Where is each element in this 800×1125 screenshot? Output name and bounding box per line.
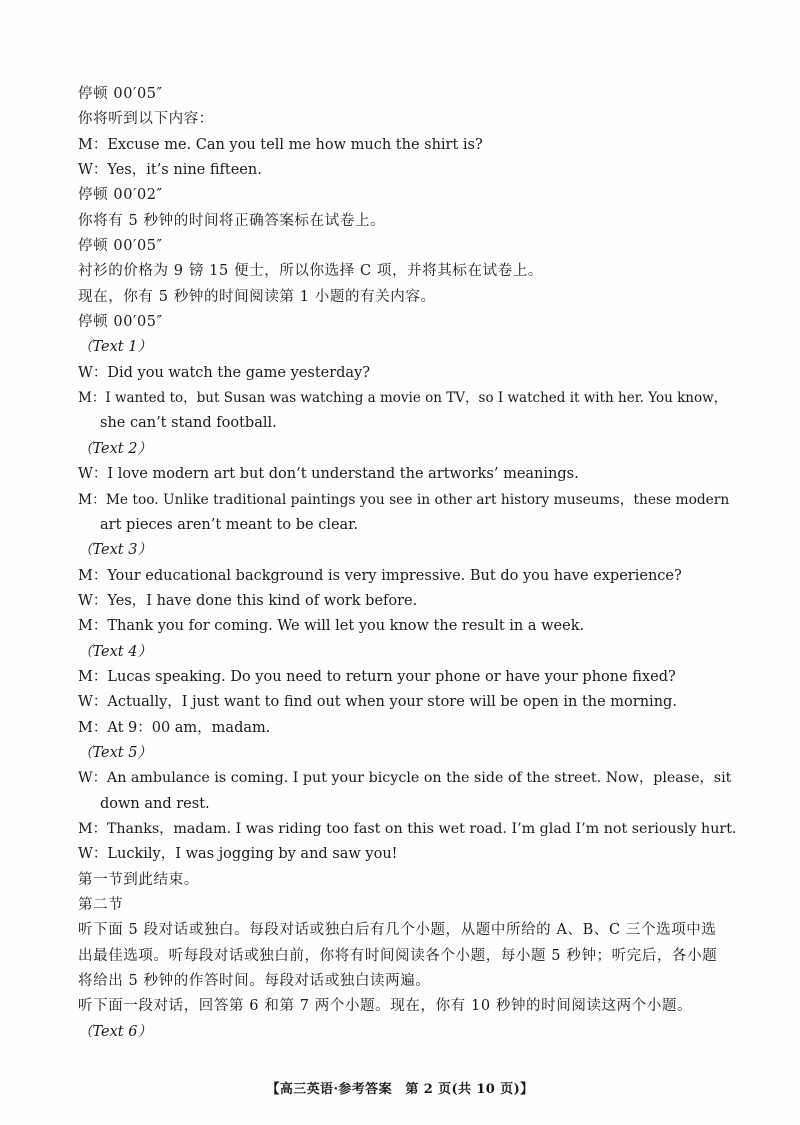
dialogue-line: M：Thanks，madam. I was riding too fast on this wet road. I’m glad I’m not seriously hurt.: [78, 820, 737, 837]
dialogue-line: M：I wanted to，but Susan was watching a movie on TV，so I watched it with her. You know，: [78, 390, 728, 407]
page-body: [78, 82, 738, 1045]
dialogue-continuation: she can’t stand football.: [100, 415, 277, 432]
dialogue-line: W：Yes，it’s nine fifteen.: [78, 162, 262, 179]
dialogue-line: W：Luckily，I was jogging by and saw you!: [78, 846, 398, 863]
instruction-text: 你将听到以下内容：: [78, 111, 214, 128]
text-label: （Text 5）: [78, 744, 152, 761]
instruction-text: 出最佳选项。听每段对话或独白前，你将有时间阅读各个小题，每小题 5 秒钟；听完后，各小题: [78, 947, 718, 964]
pause-note: 停顿 00′05″: [78, 314, 163, 331]
instruction-text: 现在，你有 5 秒钟的时间阅读第 1 小题的有关内容。: [78, 288, 436, 305]
text-label: （Text 2）: [78, 440, 152, 457]
section-end-note: 第一节到此结束。: [78, 871, 199, 888]
instruction-text: 将给出 5 秒钟的作答时间。每段对话或独白读两遍。: [78, 973, 431, 990]
text-label: （Text 6）: [78, 1023, 152, 1040]
dialogue-line: M：Me too. Unlike traditional paintings you see in other art history museums，these modern: [78, 491, 730, 508]
pause-note: 停顿 00′05″: [78, 86, 163, 102]
dialogue-line: M：At 9：00 am，madam.: [78, 719, 271, 736]
pause-note: 停顿 00′02″: [78, 187, 163, 204]
text-label: （Text 1）: [78, 339, 152, 356]
dialogue-line: W：Did you watch the game yesterday?: [78, 364, 371, 381]
instruction-text: 你将有 5 秒钟的时间将正确答案标在试卷上。: [78, 212, 386, 229]
dialogue-line: W：I love modern art but don’t understand the artworks’ meanings.: [78, 466, 579, 483]
instruction-text: 衬衫的价格为 9 镑 15 便士，所以你选择 C 项，并将其标在试卷上。: [78, 263, 544, 280]
pause-note: 停顿 00′05″: [78, 238, 163, 255]
instruction-text: 听下面一段对话，回答第 6 和第 7 两个小题。现在，你有 10 秒钟的时间阅读这两个小题。: [78, 998, 693, 1015]
text-label: （Text 4）: [78, 643, 152, 660]
instruction-text: 听下面 5 段对话或独白。每段对话或独白后有几个小题，从题中所给的 A、B、C 三个选项中选: [78, 922, 717, 939]
section-heading: 第二节: [78, 897, 124, 913]
dialogue-line: W：Actually，I just want to find out when your store will be open in the morning.: [78, 694, 677, 711]
dialogue-continuation: down and rest.: [100, 795, 210, 812]
dialogue-line: M：Excuse me. Can you tell me how much the shirt is?: [78, 136, 483, 153]
dialogue-line: W：Yes，I have done this kind of work before.: [78, 592, 418, 609]
page-footer: 【高三英语·参考答案 第 2 页(共 10 页)】: [266, 1082, 534, 1097]
dialogue-line: M：Your educational background is very impressive. But do you have experience?: [78, 567, 682, 584]
dialogue-line: M：Lucas speaking. Do you need to return your phone or have your phone fixed?: [78, 668, 676, 685]
dialogue-continuation: art pieces aren’t meant to be clear.: [100, 516, 359, 533]
text-label: （Text 3）: [78, 542, 152, 559]
dialogue-line: M：Thank you for coming. We will let you know the result in a week.: [78, 618, 585, 635]
dialogue-line: W：An ambulance is coming. I put your bicycle on the side of the street. Now，please，sit: [78, 770, 732, 787]
